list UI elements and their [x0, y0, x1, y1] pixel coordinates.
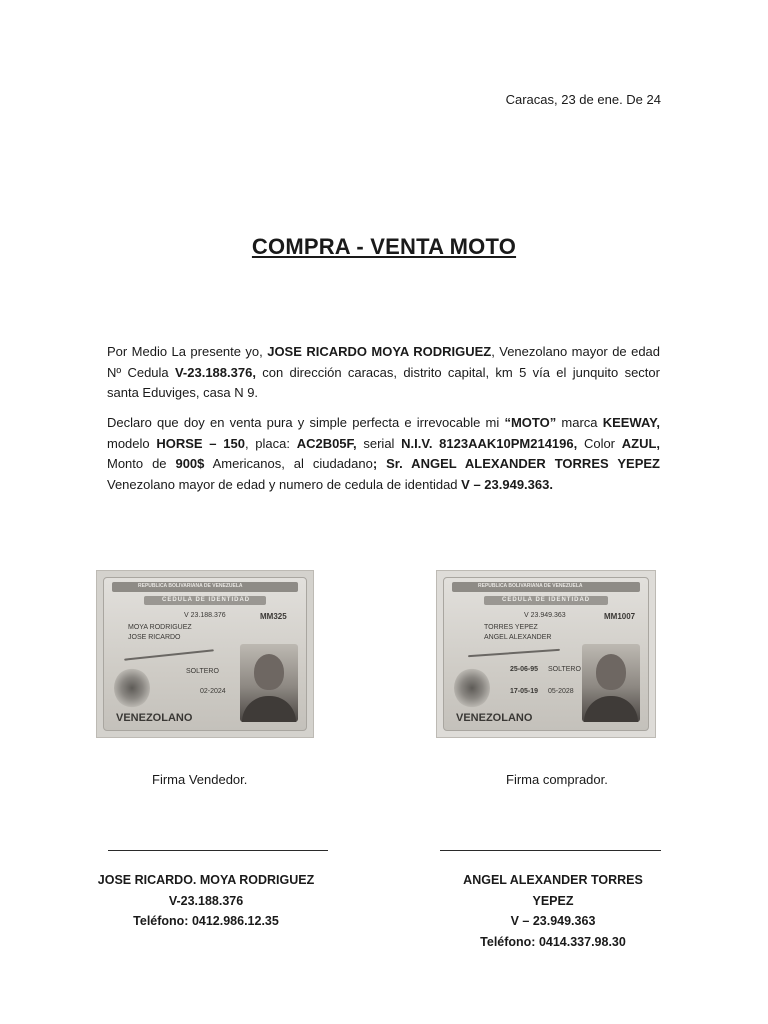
p2-text-9: Venezolano mayor de edad y numero de cedula de identidad — [107, 476, 462, 492]
p1-text-1: Por Medio La presente yo, — [107, 344, 268, 359]
buyer-id-card-image — [436, 570, 656, 738]
id-card-code: MM325 — [260, 612, 287, 621]
color-value: AZUL, — [621, 435, 661, 451]
id-card-surname: MOYA RODRIGUEZ — [128, 624, 192, 631]
p2-text-7: Monto de — [107, 456, 176, 471]
document-title: COMPRA - VENTA MOTO — [251, 234, 517, 259]
portrait-head — [254, 654, 284, 690]
id-card-body — [443, 577, 649, 731]
sale-declaration-paragraph — [107, 413, 660, 495]
id-card-birth: 25-06-95 — [510, 666, 539, 673]
id-card-country: VENEZOLANO — [456, 712, 533, 724]
buyer-signature-line — [440, 850, 661, 851]
seller-name: JOSE RICARDO MOYA RODRIGUEZ — [267, 344, 492, 359]
item-label: “MOTO” — [504, 415, 557, 430]
p2-text-3: modelo — [107, 435, 157, 451]
id-card-surname: TORRES YEPEZ — [484, 624, 538, 631]
id-photo — [240, 644, 298, 722]
portrait-shoulders — [242, 696, 296, 722]
id-card-name: ANGEL ALEXANDER — [484, 634, 552, 641]
id-card-header: REPUBLICA BOLIVARIANA DE VENEZUELA — [478, 583, 583, 589]
id-card-header: REPUBLICA BOLIVARIANA DE VENEZUELA — [138, 583, 243, 589]
buyer-signer-block — [443, 870, 663, 952]
p2-text-6: Color — [577, 435, 622, 451]
id-card-sub: CEDULA DE IDENTIDAD — [502, 597, 591, 603]
p2-text-4: , placa: — [244, 435, 297, 451]
id-card-body — [103, 577, 307, 731]
buyer-signer-name: ANGEL ALEXANDER TORRES YEPEZ — [463, 873, 643, 908]
id-card-expiry: 05-2028 — [548, 688, 574, 695]
p2-text-8: Americanos, al ciudadano — [204, 456, 373, 471]
fingerprint-icon — [114, 668, 150, 708]
seller-signer-name: JOSE RICARDO. MOYA RODRIGUEZ — [97, 873, 315, 887]
buyer-name: ; Sr. ANGEL ALEXANDER TORRES YEPEZ — [372, 456, 660, 471]
id-photo — [582, 644, 640, 722]
id-card-status: SOLTERO — [186, 668, 219, 675]
id-card-name: JOSE RICARDO — [128, 634, 181, 641]
plate-value: AC2B05F, — [296, 435, 357, 451]
p2-text-5: serial — [356, 435, 402, 451]
amount-value: 900$ — [175, 456, 205, 471]
seller-signer-phone: Teléfono: 0412.986.12.35 — [133, 914, 279, 928]
model-value: HORSE – 150 — [156, 435, 245, 451]
document-date: Caracas, 23 de ene. De 24 — [505, 92, 661, 107]
id-card-signature-scribble — [124, 649, 214, 660]
p2-text-2: marca — [556, 415, 603, 430]
buyer-signer-id: V – 23.949.363 — [510, 914, 596, 928]
id-card-code: MM1007 — [604, 612, 636, 621]
id-card-expiry: 02-2024 — [200, 688, 226, 695]
seller-signature-caption: Firma Vendedor. — [152, 772, 248, 787]
buyer-signer-phone: Teléfono: 0414.337.98.30 — [480, 934, 626, 949]
buyer-signature-caption: Firma comprador. — [506, 772, 608, 787]
portrait-head — [596, 654, 626, 690]
id-card-signature-scribble — [468, 649, 560, 657]
fingerprint-icon — [454, 668, 490, 708]
p2-text-1: Declaro que doy en venta pura y simple perfecta e irrevocable mi — [107, 415, 505, 430]
brand-value: KEEWAY, — [602, 415, 661, 430]
seller-id: V-23.188.376, — [174, 364, 256, 380]
p1-text-3: con dirección caracas, distrito capital, km 5 vía el junquito sector santa Eduviges, casa N 9. — [107, 364, 660, 400]
portrait-shoulders — [584, 696, 638, 722]
seller-signer-id: V-23.188.376 — [168, 893, 244, 908]
serial-value: N.I.V. 8123AAK10PM214196, — [401, 435, 578, 451]
id-card-issue: 17-05-19 — [510, 688, 539, 695]
id-card-number: V 23.188.376 — [184, 612, 226, 619]
id-card-country: VENEZOLANO — [116, 712, 193, 724]
id-card-number: V 23.949.363 — [524, 612, 566, 619]
seller-signer-block — [96, 870, 316, 932]
id-card-sub: CEDULA DE IDENTIDAD — [162, 597, 251, 603]
seller-id-card-image — [96, 570, 314, 738]
p1-text-2: , Venezolano mayor de edad Nº Cedula — [107, 344, 661, 380]
id-card-status: SOLTERO — [548, 666, 581, 673]
seller-signature-line — [108, 850, 328, 851]
seller-declaration-paragraph — [107, 342, 660, 404]
buyer-id: V – 23.949.363. — [461, 476, 553, 492]
